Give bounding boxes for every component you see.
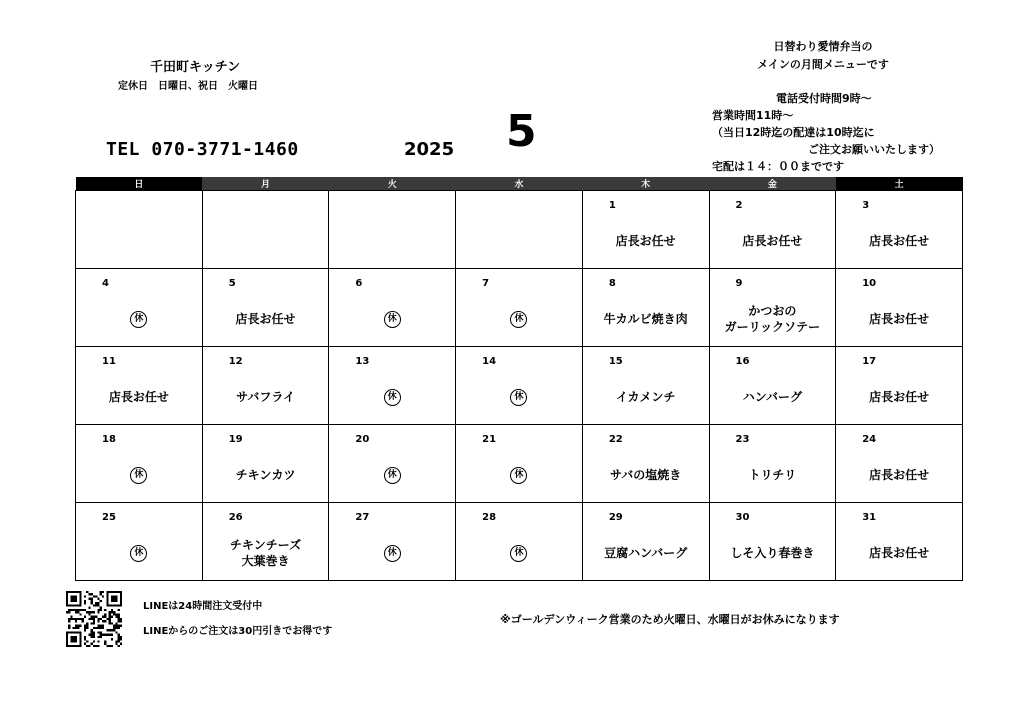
calendar-day-cell	[836, 347, 963, 425]
menu-item: サバの塩焼き	[610, 468, 682, 482]
day-number: 17	[862, 356, 877, 367]
day-number: 24	[862, 434, 877, 445]
day-number: 9	[735, 278, 743, 289]
day-number: 15	[608, 356, 623, 367]
closed-day	[456, 455, 582, 495]
calendar-day-cell	[76, 503, 203, 581]
day-number: 8	[608, 278, 616, 289]
menu-item: 店長お任せ	[869, 468, 930, 482]
calendar-day-cell	[456, 503, 583, 581]
month-label: 5	[506, 106, 537, 157]
calendar-day-cell	[709, 425, 836, 503]
closed-day	[76, 299, 202, 339]
calendar-day-cell	[76, 347, 203, 425]
phone-hours: 電話受付時間9時～	[776, 92, 872, 105]
menu-item: 店長お任せ	[869, 234, 930, 248]
shop-name: 千田町キッチン	[150, 60, 241, 75]
closed-mark: 休	[510, 389, 527, 406]
menu-calendar	[75, 177, 963, 581]
closed-mark: 休	[384, 311, 401, 328]
delivery-note: （当日12時迄の配達は10時迄に	[712, 126, 875, 139]
day-number: 6	[355, 278, 363, 289]
menu-item: チキンチーズ 大葉巻き	[229, 538, 302, 568]
calendar-day-cell	[76, 425, 203, 503]
menu-item: イカメンチ	[615, 390, 676, 404]
day-number: 18	[102, 434, 116, 445]
calendar-day-cell	[329, 503, 456, 581]
line-discount-note: LINEからのご注文は30円引きでお得です	[143, 626, 333, 637]
day-number: 10	[862, 278, 877, 289]
calendar-day-cell	[202, 347, 329, 425]
year-label: 2025	[404, 139, 455, 160]
calendar-day-cell	[329, 269, 456, 347]
calendar-day-cell	[202, 269, 329, 347]
day-number: 4	[102, 278, 109, 289]
tagline	[718, 38, 928, 74]
closed-day	[329, 533, 455, 573]
weekday-header: 火	[329, 177, 456, 191]
day-number: 30	[735, 512, 750, 523]
menu-item: しそ入り春巻き	[730, 546, 815, 560]
day-number: 2	[735, 200, 743, 211]
calendar-day-cell	[709, 269, 836, 347]
weekday-header: 金	[709, 177, 836, 191]
closed-mark: 休	[384, 545, 401, 562]
closed-mark: 休	[510, 545, 527, 562]
menu-item: チキンカツ	[235, 468, 296, 482]
day-number: 14	[482, 356, 497, 367]
line-qr-code	[66, 591, 122, 647]
weekday-header-row	[76, 177, 963, 191]
closed-day	[456, 377, 582, 417]
calendar-day-cell	[836, 191, 963, 269]
weekday-header: 土	[836, 177, 963, 191]
menu-item: 店長お任せ	[615, 234, 676, 248]
menu-item: 牛カルビ焼き肉	[603, 312, 688, 326]
day-number: 1	[608, 200, 616, 211]
closed-mark: 休	[510, 311, 527, 328]
closed-day	[329, 299, 455, 339]
day-number: 27	[355, 512, 370, 523]
calendar-day-cell	[582, 425, 709, 503]
business-hours	[712, 90, 940, 175]
menu-item: 豆腐ハンバーグ	[604, 546, 688, 560]
weekday-header: 水	[456, 177, 583, 191]
day-number: 5	[228, 278, 236, 289]
day-number: 22	[608, 434, 623, 445]
golden-week-note: ※ゴールデンウィーク営業のため火曜日、水曜日がお休みになります	[500, 613, 840, 626]
day-number: 3	[862, 200, 870, 211]
delivery-note-cont: ご注文お願いいたします）	[808, 143, 940, 156]
calendar-day-cell	[582, 503, 709, 581]
menu-item: 店長お任せ	[869, 312, 930, 326]
day-number: 20	[355, 434, 370, 445]
day-number: 7	[482, 278, 490, 289]
calendar-day-cell	[582, 269, 709, 347]
calendar-week-row	[76, 347, 963, 425]
closed-mark: 休	[130, 545, 147, 562]
day-number: 16	[735, 356, 750, 367]
calendar-day-cell	[329, 425, 456, 503]
menu-item: 店長お任せ	[742, 234, 803, 248]
closed-day	[76, 533, 202, 573]
closed-mark: 休	[130, 467, 147, 484]
menu-item: 店長お任せ	[108, 390, 169, 404]
day-number: 29	[608, 512, 623, 523]
weekday-header: 木	[582, 177, 709, 191]
closed-days: 定休日 日曜日、祝日 火曜日	[118, 81, 258, 92]
closed-mark: 休	[510, 467, 527, 484]
closed-day	[329, 377, 455, 417]
phone-number: TEL 070-3771-1460	[106, 139, 299, 160]
calendar-day-cell	[456, 347, 583, 425]
calendar-day-cell	[709, 503, 836, 581]
closed-day	[76, 455, 202, 495]
calendar-day-cell	[836, 503, 963, 581]
closed-mark: 休	[384, 389, 401, 406]
menu-item: かつおの ガーリックソテー	[724, 304, 821, 334]
calendar-week-row	[76, 425, 963, 503]
calendar-day-cell	[709, 347, 836, 425]
menu-item: サバフライ	[236, 390, 296, 404]
closed-mark: 休	[384, 467, 401, 484]
calendar-day-cell	[456, 191, 583, 269]
calendar-day-cell	[329, 191, 456, 269]
day-number: 26	[228, 512, 243, 523]
line-order-note: LINEは24時間注文受付中	[143, 601, 263, 612]
calendar-week-row	[76, 503, 963, 581]
day-number: 12	[228, 356, 243, 367]
closed-day	[329, 455, 455, 495]
tagline-line: メインの月間メニューです	[757, 58, 889, 71]
menu-item	[456, 221, 582, 261]
menu-item: トリチリ	[748, 468, 797, 482]
open-hours: 営業時間11時～	[712, 109, 794, 122]
day-number: 21	[482, 434, 497, 445]
calendar-week-row	[76, 191, 963, 269]
calendar-day-cell	[329, 347, 456, 425]
tagline-line: 日替わり愛情弁当の	[773, 40, 873, 53]
day-number: 31	[862, 512, 877, 523]
day-number: 28	[482, 512, 497, 523]
menu-item	[203, 221, 329, 261]
menu-item: 店長お任せ	[235, 312, 296, 326]
calendar-day-cell	[76, 269, 203, 347]
day-number: 13	[355, 356, 370, 367]
calendar-day-cell	[709, 191, 836, 269]
calendar-day-cell	[202, 425, 329, 503]
menu-item: 店長お任せ	[869, 546, 930, 560]
menu-item: ハンバーグ	[742, 390, 802, 404]
closed-day	[456, 299, 582, 339]
calendar-week-row	[76, 269, 963, 347]
menu-item: 店長お任せ	[869, 390, 930, 404]
calendar-day-cell	[582, 191, 709, 269]
calendar-day-cell	[836, 425, 963, 503]
calendar-day-cell	[582, 347, 709, 425]
weekday-header: 日	[76, 177, 203, 191]
day-number: 19	[228, 434, 243, 445]
delivery-cutoff: 宅配は１４：００までです	[712, 160, 844, 173]
calendar-day-cell	[456, 269, 583, 347]
calendar-day-cell	[76, 191, 203, 269]
calendar-day-cell	[202, 503, 329, 581]
calendar-day-cell	[456, 425, 583, 503]
calendar-day-cell	[836, 269, 963, 347]
calendar-day-cell	[202, 191, 329, 269]
menu-item	[329, 221, 455, 261]
closed-mark: 休	[130, 311, 147, 328]
closed-day	[456, 533, 582, 573]
day-number: 23	[735, 434, 750, 445]
day-number: 11	[102, 356, 116, 367]
weekday-header: 月	[202, 177, 329, 191]
menu-item	[76, 221, 202, 261]
day-number: 25	[102, 512, 116, 523]
